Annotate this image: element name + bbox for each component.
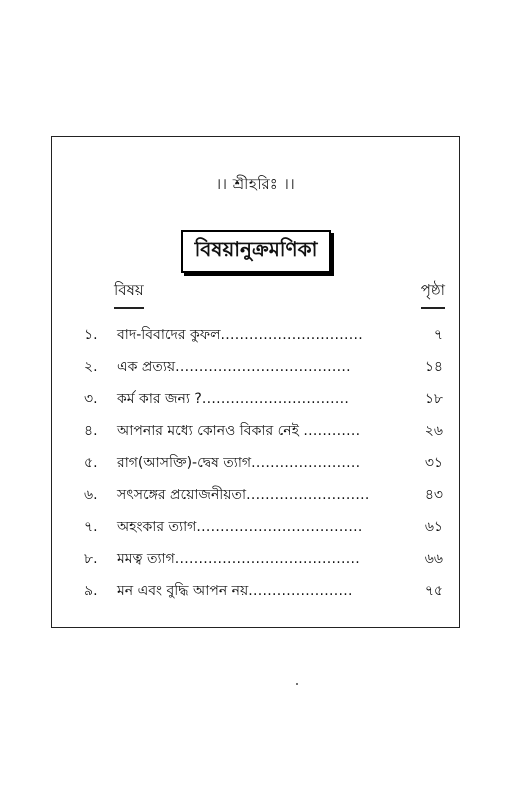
toc-row[interactable] xyxy=(52,355,459,387)
toc-leader-dots: ....................... xyxy=(251,455,361,471)
toc-row[interactable] xyxy=(52,515,459,547)
toc-title: এক প্রত্যয় xyxy=(117,359,176,375)
toc-leader-dots: .......................... xyxy=(246,487,370,503)
contents-title: বিষয়ানুক্রমণিকা xyxy=(181,230,331,273)
toc-row[interactable] xyxy=(52,419,459,451)
toc-leader-dots: ....................................... xyxy=(174,551,361,567)
toc-row[interactable] xyxy=(52,547,459,579)
toc-title: বাদ-বিবাদের কুফল xyxy=(117,327,221,343)
toc-number: ৮. xyxy=(84,551,98,567)
toc-number: ৬. xyxy=(84,487,98,503)
toc-page: ৪৩ xyxy=(424,487,443,503)
page-header-underline xyxy=(421,307,445,309)
toc-title: মন এবং বুদ্ধি আপন নয় xyxy=(117,583,249,599)
toc-row[interactable] xyxy=(52,387,459,419)
toc-page: ৬১ xyxy=(424,519,443,535)
subject-header-underline xyxy=(114,307,144,309)
toc-page: ৭ xyxy=(433,327,443,343)
toc-leader-dots: ..................................... xyxy=(175,359,351,375)
toc-row[interactable] xyxy=(52,451,459,483)
subject-column-header xyxy=(114,279,144,309)
toc-title: সৎসঙ্গের প্রয়োজনীয়তা xyxy=(117,487,247,503)
toc-page: ৩১ xyxy=(424,455,443,471)
toc-page: ১৮ xyxy=(424,391,443,407)
toc-title: মমত্ব ত্যাগ xyxy=(117,551,175,567)
toc-title: কর্ম কার জন্য ? xyxy=(117,391,202,407)
toc-number: ৪. xyxy=(84,423,98,439)
toc-page: ৭৫ xyxy=(424,583,443,599)
toc-row[interactable] xyxy=(52,483,459,515)
toc-page: ৬৬ xyxy=(424,551,443,567)
subject-header-label: বিষয় xyxy=(114,281,144,299)
toc-leader-dots: .............................. xyxy=(220,327,364,343)
toc-row[interactable] xyxy=(52,323,459,355)
toc-title: আপনার মধ্যে কোনও বিকার নেই xyxy=(117,423,299,439)
toc-leader-dots: ...................... xyxy=(248,583,353,599)
toc-leader-dots: ................................... xyxy=(196,519,363,535)
toc-page: ১৪ xyxy=(424,359,443,375)
toc-leader-dots: ............ xyxy=(303,423,361,439)
invocation-text: ।। শ্রীহরিঃ ।। xyxy=(215,175,296,193)
toc-number: ৯. xyxy=(84,583,98,599)
toc-title: রাগ(আসক্তি)-দ্বেষ ত্যাগ xyxy=(117,455,252,471)
stray-dot xyxy=(296,683,298,685)
toc-title: অহংকার ত্যাগ xyxy=(117,519,197,535)
toc-row[interactable] xyxy=(52,579,459,611)
toc-page: ২৬ xyxy=(424,423,443,439)
toc-number: ২. xyxy=(84,359,98,375)
page-header-label: পৃষ্ঠা xyxy=(420,281,445,299)
toc-number: ৫. xyxy=(84,455,98,471)
toc-leader-dots: ............................... xyxy=(201,391,350,407)
toc-number: ৩. xyxy=(84,391,98,407)
contents-frame xyxy=(51,136,460,628)
page-column-header xyxy=(421,279,445,309)
toc-number: ৭. xyxy=(84,519,98,535)
toc-number: ১. xyxy=(84,327,98,343)
